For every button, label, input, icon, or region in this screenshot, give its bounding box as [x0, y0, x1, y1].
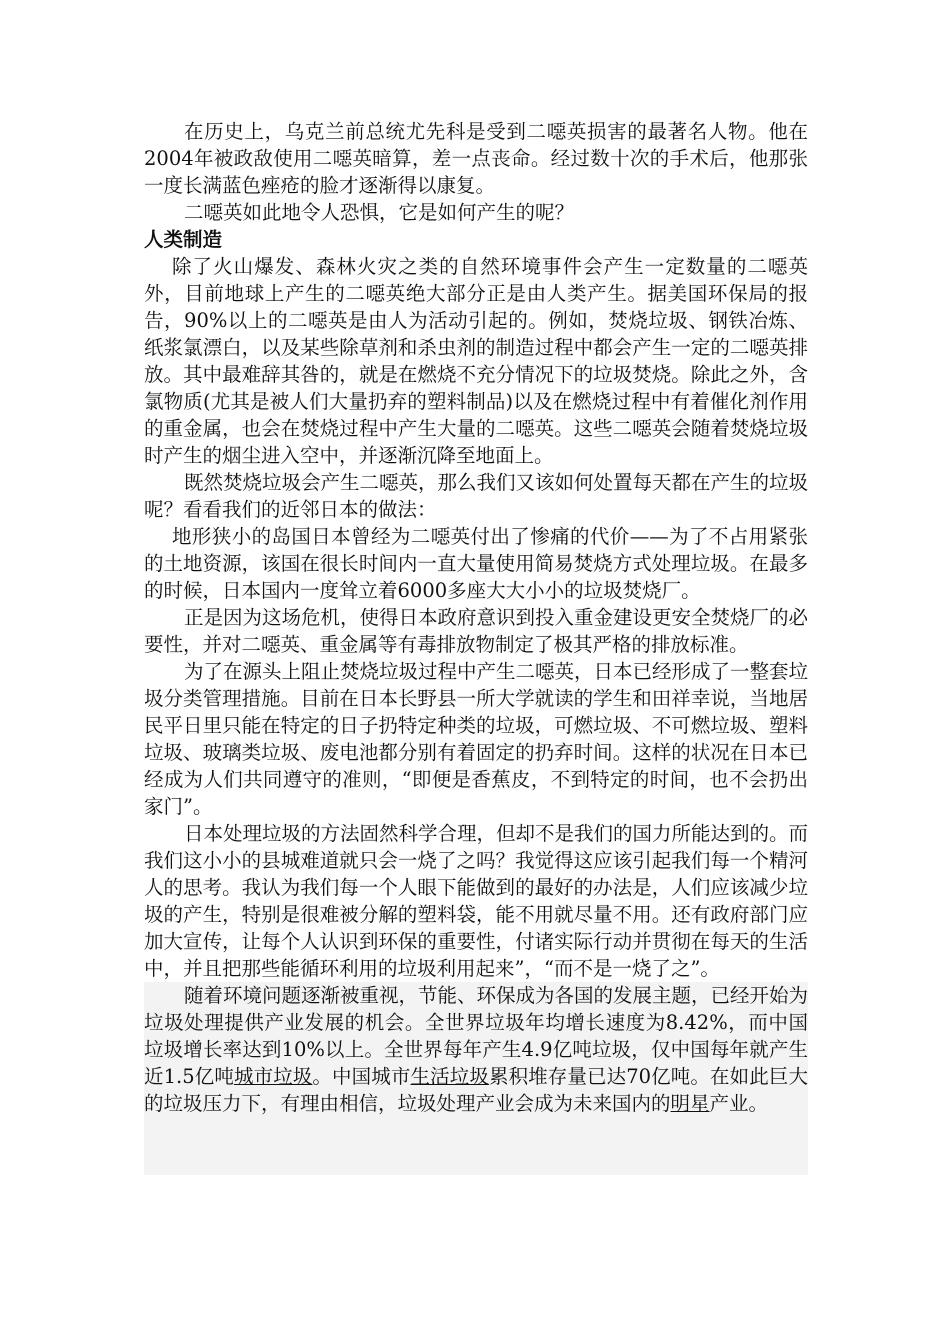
paragraph-9-text-b: 。中国城市 [312, 1065, 411, 1088]
paragraph-9-text-c: 累积堆存量已达70亿吨。在如此巨大的垃圾压力下，有理由相信，垃圾处理产业会成为未来国内的 [144, 1065, 808, 1115]
document-body [144, 118, 808, 1175]
paragraph-2: 二噁英如此地令人恐惧，它是如何产生的呢？ [184, 201, 575, 224]
link-household-waste[interactable]: 生活垃圾 [410, 1065, 489, 1088]
paragraph-3: 除了火山爆发、森林火灾之类的自然环境事件会产生一定数量的二噁英外，目前地球上产生的二噁英绝大部分正是由人类产生。据美国环保局的报告，90%以上的二噁英是由人为活动引起的。例如，焚烧垃圾、钢铁冶炼、纸浆氯漂白，以及某些除草剂和杀虫剂的制造过程中都会产生一定的二噁英排放。其中最难辞其咎的，就是在燃烧不充分情况下的垃圾焚烧。除此之外，含氯物质(尤其是被人们大量扔弃的塑料制品)以及在燃烧过程中有着催化剂作用的重金属，也会在焚烧过程中产生大量的二噁英。这些二噁英会随着焚烧垃圾时产生的烟尘进入空中，并逐渐沉降至地面上。 [144, 255, 808, 467]
paragraph-9 [144, 982, 808, 1117]
link-star[interactable]: 明星 [670, 1092, 710, 1115]
link-urban-waste[interactable]: 城市垃圾 [233, 1065, 313, 1088]
paragraph-8: 日本处理垃圾的方法固然科学合理，但却不是我们的国力所能达到的。而我们这小小的县城难道就只会一烧了之吗？我觉得这应该引起我们每一个精河人的思考。我认为我们每一个人眼下能做到的最好的办法是，人们应该减少垃圾的产生，特别是很难被分解的塑料袋，能不用就尽量不用。还有政府部门应加大宣传，让每个人认识到环保的重要性，付诸实际行动并贯彻在每天的生活中，并且把那些能循环利用的垃圾利用起来”，“而不是一烧了之”。 [144, 822, 809, 980]
paragraph-4: 既然焚烧垃圾会产生二噁英，那么我们又该如何处置每天都在产生的垃圾呢？看看我们的近邻日本的做法： [144, 471, 809, 521]
section-heading: 人类制造 [144, 228, 223, 251]
paragraph-9-text-a: 随着环境问题逐渐被重视，节能、环保成为各国的发展主题，已经开始为垃圾处理提供产业发展的机会。全世界垃圾年均增长速度为8.42%，而中国垃圾增长率达到10%以上。全世界每年产生4.9亿吨垃圾，仅中国每年就产生近1.5亿吨 [144, 984, 809, 1088]
paragraph-5: 地形狭小的岛国日本曾经为二噁英付出了惨痛的代价——为了不占用紧张的土地资源，该国在很长时间内一直大量使用简易焚烧方式处理垃圾。在最多的时候，日本国内一度耸立着6000多座大大小小的垃圾焚烧厂。 [144, 525, 808, 602]
shaded-paragraph-block [144, 982, 808, 1175]
paragraph-7: 为了在源头上阻止焚烧垃圾过程中产生二噁英，日本已经形成了一整套垃圾分类管理措施。目前在日本长野县一所大学就读的学生和田祥幸说，当地居民平日里只能在特定的日子扔特定种类的垃圾，可燃垃圾、不可燃垃圾、塑料垃圾、玻璃类垃圾、废电池都分别有着固定的扔弃时间。这样的状况在日本已经成为人们共同遵守的准则，“即便是香蕉皮，不到特定的时间，也不会扔出家门”。 [144, 660, 809, 818]
paragraph-6: 正是因为这场危机，使得日本政府意识到投入重金建设更安全焚烧厂的必要性，并对二噁英、重金属等有毒排放物制定了极其严格的排放标准。 [144, 606, 809, 656]
paragraph-1: 在历史上，乌克兰前总统尤先科是受到二噁英损害的最著名人物。他在2004年被政敌使用二噁英暗算，差一点丧命。经过数十次的手术后，他那张一度长满蓝色痤疮的脸才逐渐得以康复。 [144, 120, 808, 197]
paragraph-9-text-d: 产业。 [709, 1092, 769, 1115]
